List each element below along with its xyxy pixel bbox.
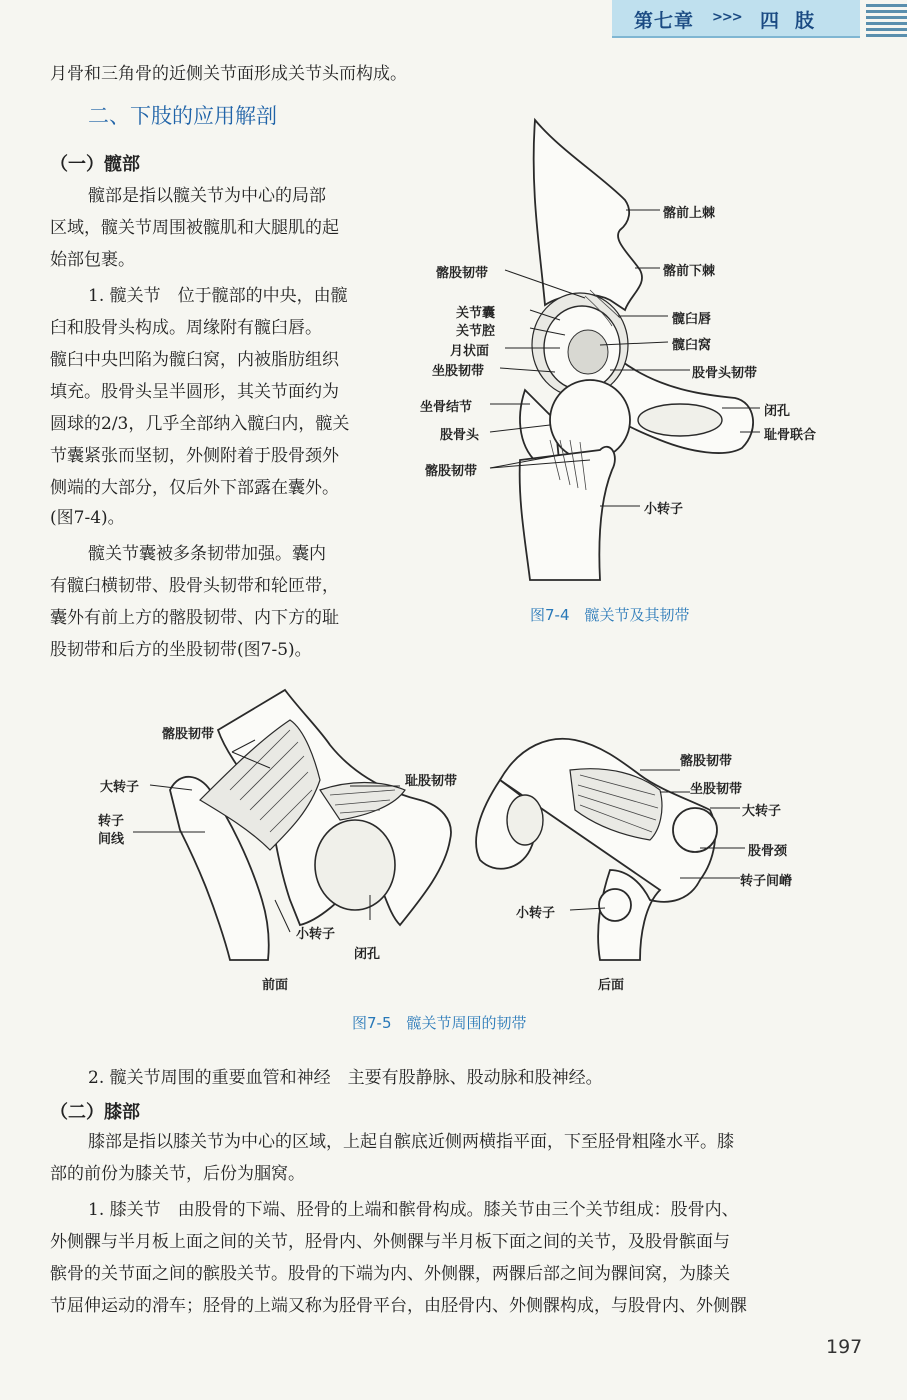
top-line: 月骨和三角骨的近侧关节面形成关节头而构成。 [50, 64, 407, 84]
label-iliofemoral: 髂股韧带 [436, 266, 489, 281]
label-fossa: 髋臼窝 [672, 338, 712, 353]
knee-heading: （二）膝部 [50, 1102, 140, 1123]
section-title: 二、下肢的应用解剖 [88, 104, 277, 128]
hip-joint-6: 节囊紧张而坚韧，外侧附着于股骨颈外 [50, 446, 339, 466]
label-labrum: 髋臼唇 [672, 312, 712, 327]
hip-capsule-3: 囊外有前上方的髂股韧带、内下方的耻 [50, 608, 339, 628]
label-obturator-front: 闭孔 [354, 947, 381, 962]
hip-joint-7: 侧端的大部分，仅后外下部露在囊外。 [50, 478, 339, 498]
hip-capsule-1: 髋关节囊被多条韧带加强。囊内 [88, 544, 326, 564]
hip-joint-3: 髋臼中央凹陷为髋臼窝，内被脂肪组织 [50, 350, 339, 370]
label-ilium-ant-sup: 髂前上棘 [663, 206, 716, 221]
knee-line-3: 1. 膝关节 由股骨的下端、胫骨的上端和髌骨构成。膝关节由三个关节组成：股骨内、 [88, 1200, 739, 1220]
label-obturator: 闭孔 [764, 404, 791, 419]
vessels-line: 2. 髋关节周围的重要血管和神经 主要有股静脉、股动脉和股神经。 [88, 1068, 603, 1088]
figure-7-4-caption: 图7-4 髋关节及其韧带 [530, 606, 690, 624]
hip-joint-1: 1. 髋关节 位于髋部的中央，由髋 [88, 286, 348, 306]
label-capsule: 关节囊 [456, 306, 496, 321]
label-ischiofemoral-back: 坐股韧带 [690, 782, 743, 797]
knee-line-1: 膝部是指以膝关节为中心的区域，上起自髌底近侧两横指平面，下至胫骨粗隆水平。膝 [88, 1132, 734, 1152]
knee-line-6: 节屈伸运动的滑车；胫骨的上端又称为胫骨平台，由胫骨内、外侧髁构成，与股骨内、外侧髁 [50, 1296, 747, 1316]
chevron-icon: >>> [712, 10, 742, 25]
label-iliofemoral-back: 髂股韧带 [680, 754, 733, 769]
front-view-title: 前面 [262, 978, 289, 993]
label-iliofemoral-front: 髂股韧带 [162, 727, 215, 742]
hip-capsule-2: 有髋臼横韧带、股骨头韧带和轮匝带， [50, 576, 339, 596]
label-intertrochanteric-crest: 转子间嵴 [740, 874, 793, 889]
label-lesser-trochanter-back: 小转子 [516, 906, 556, 921]
label-lesser-trochanter: 小转子 [644, 502, 684, 517]
label-ischiofemoral: 坐股韧带 [432, 364, 485, 379]
knee-line-5: 髌骨的关节面之间的髌股关节。股骨的下端为内、外侧髁，两髁后部之间为髁间窝，为膝关 [50, 1264, 730, 1284]
hip-intro-2: 区域，髋关节周围被髋肌和大腿肌的起 [50, 218, 339, 238]
label-ilium-ant-inf: 髂前下棘 [663, 264, 716, 279]
hip-capsule-4: 股韧带和后方的坐股韧带(图7-5)。 [50, 640, 312, 660]
label-symphysis: 耻骨联合 [764, 428, 817, 443]
hip-joint-8: (图7-4)。 [50, 508, 125, 528]
label-femoral-neck: 股骨颈 [748, 844, 788, 859]
hip-intro-1: 髋部是指以髋关节为中心的局部 [88, 186, 326, 206]
knee-line-4: 外侧髁与半月板上面之间的关节，胫骨内、外侧髁与半月板下面之间的关节，及股骨髌面与 [50, 1232, 730, 1252]
label-intertrochanteric-line: 转子间线 [98, 814, 125, 847]
label-ischial-tuberosity: 坐骨结节 [420, 400, 473, 415]
label-cavity: 关节腔 [456, 324, 496, 339]
label-greater-trochanter-back: 大转子 [742, 804, 782, 819]
back-view-title: 后面 [598, 978, 625, 993]
hip-joint-5: 圆球的2/3，几乎全部纳入髋臼内，髋关 [50, 414, 350, 434]
page-number: 197 [826, 1336, 863, 1358]
label-lunate: 月状面 [450, 344, 490, 359]
label-lesser-trochanter-front: 小转子 [296, 927, 336, 942]
figure-7-5-caption: 图7-5 髋关节周围的韧带 [352, 1014, 527, 1032]
label-iliofemoral-2: 髂股韧带 [425, 464, 478, 479]
section-label: 四肢 [760, 10, 831, 32]
label-pubofemoral: 耻股韧带 [405, 774, 458, 789]
label-femoral-head: 股骨头 [440, 428, 480, 443]
label-greater-trochanter-front: 大转子 [100, 780, 140, 795]
hip-heading: （一）髋部 [50, 154, 140, 175]
hip-intro-3: 始部包裹。 [50, 250, 135, 270]
chapter-label: 第七章 [634, 10, 695, 32]
knee-line-2: 部的前份为膝关节，后份为腘窝。 [50, 1164, 305, 1184]
hip-joint-2: 臼和股骨头构成。周缘附有髋臼唇。 [50, 318, 322, 338]
label-head-ligament: 股骨头韧带 [692, 366, 758, 381]
hip-joint-4: 填充。股骨头呈半圆形，其关节面约为 [50, 382, 339, 402]
